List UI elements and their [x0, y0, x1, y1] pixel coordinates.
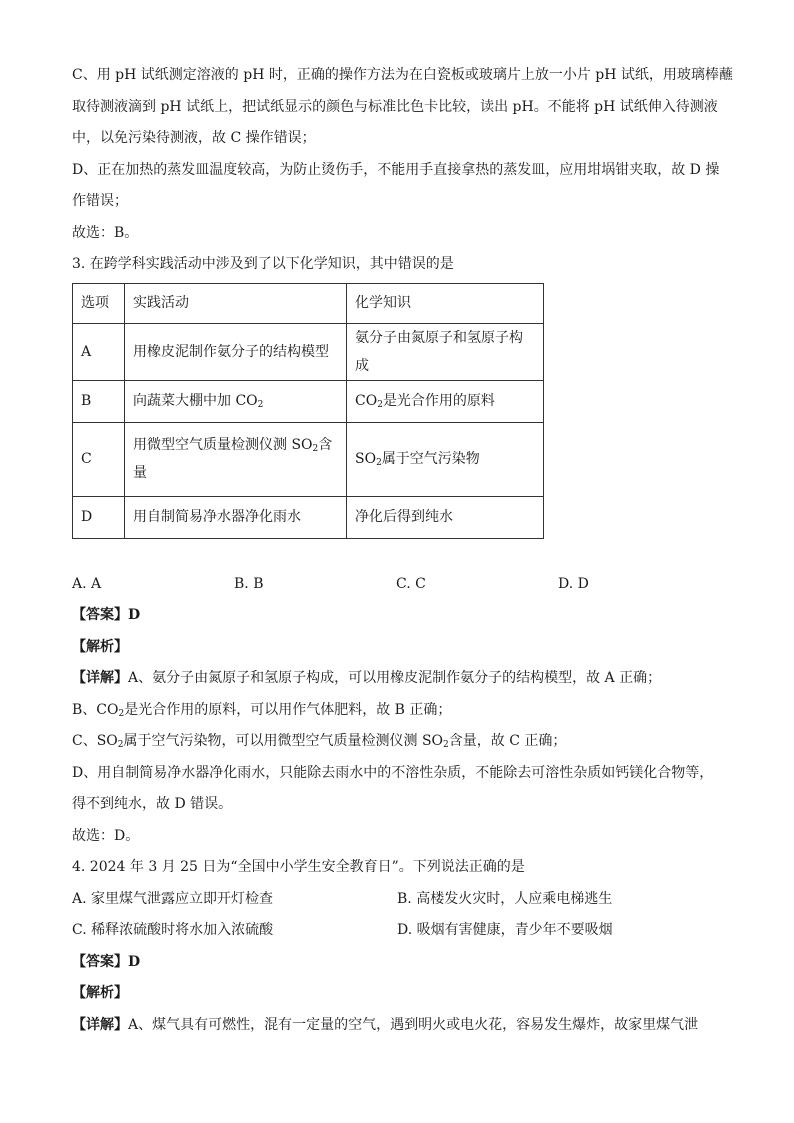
q3-options: [72, 569, 722, 601]
q3-row-a-option: A: [73, 323, 125, 380]
q4-option-d: D. 吸烟有害健康，青少年不要吸烟: [397, 922, 613, 938]
q3-stem: 3. 在跨学科实践活动中涉及到了以下化学知识，其中错误的是: [72, 256, 454, 272]
q3-header-option: 选项: [73, 283, 125, 323]
q3-detail-d1: D、用自制简易净水器净化雨水，只能除去雨水中的不溶性杂质，不能除去可溶性杂质如钙镁化合物等，: [72, 764, 714, 781]
q3-detail-c: C、$SO_2$属于空气污染物，可以用微型空气质量检测仪测 $SO_2$含量，故 C 正确；: [72, 733, 567, 750]
q4-detail-a: 【详解】A、煤气具有可燃性，混有一定量的空气，遇到明火或电火花，容易发生爆炸，故家里煤气泄: [72, 1016, 699, 1033]
q3-table-header-row: [73, 283, 544, 323]
q4-analysis-tag: 【解析】: [72, 985, 128, 1001]
q3-choice: 故选：D。: [72, 827, 140, 844]
q3-row-a-knowledge: 氨分子由氮原子和氢原子构成: [347, 323, 544, 380]
q4-option-c: C. 稀释浓硫酸时将水加入浓硫酸: [72, 922, 274, 938]
q3-row-c-knowledge: $SO_2$属于空气污染物: [347, 422, 544, 496]
q4-stem: 4. 2024 年 3 月 25 日为“全国中小学生安全教育日”。下列说法正确的是: [72, 859, 525, 875]
q3-detail-a: 【详解】A、氨分子由氮原子和氢原子构成，可以用橡皮泥制作氨分子的结构模型，故 A 正确；: [72, 670, 662, 686]
q3-option-c: C. C: [396, 575, 426, 592]
q3-detail-b: B、$CO_2$是光合作用的原料，可以用作气体肥料，故 B 正确；: [72, 701, 452, 719]
q3-row-b-activity: 向蔬菜大棚中加 $CO_2$: [125, 380, 347, 422]
q3-header-knowledge: 化学知识: [347, 283, 544, 323]
q3-row-d-knowledge: 净化后得到纯水: [347, 496, 544, 538]
q3-answer: 【答案】D: [72, 607, 141, 623]
q3-analysis-tag: 【解析】: [72, 638, 128, 655]
prev-answer-choice: 故选：B。: [72, 224, 139, 241]
q3-row-b-knowledge: $CO_2$是光合作用的原料: [347, 380, 544, 422]
q3-row-d-activity: 用自制简易净水器净化雨水: [125, 496, 347, 538]
prev-answer-c-line3: 中，以免污染待测液，故 C 操作错误；: [72, 130, 316, 146]
q4-option-a: A. 家里煤气泄露应立即开灯检查: [72, 890, 274, 907]
prev-answer-d-line2: 作错误；: [72, 193, 128, 209]
q3-row-c-activity: 用微型空气质量检测仪测 $SO_2$含 量: [125, 422, 347, 496]
q3-table-row-c: [73, 422, 544, 496]
q4-option-b: B. 高楼发火灾时，人应乘电梯逃生: [397, 890, 613, 907]
prev-answer-d-line1: D、正在加热的蒸发皿温度较高，为防止烫伤手，不能用手直接拿热的蒸发皿，应用坩埚钳夹取，故 D 操: [72, 161, 720, 178]
q3-table-row-b: [73, 380, 544, 422]
prev-answer-c-line2: 取待测液滴到 pH 试纸上，把试纸显示的颜色与标准比色卡比较，读出 pH。不能将 pH 试纸伸入待测液: [72, 98, 718, 115]
q3-header-activity: 实践活动: [125, 283, 347, 323]
q3-row-c-option: C: [73, 422, 125, 496]
q3-option-a: A. A: [72, 575, 102, 592]
document-page: [72, 60, 733, 1041]
q4-answer: 【答案】D: [72, 953, 141, 970]
q3-option-b: B. B: [234, 575, 264, 592]
q3-row-d-option: D: [73, 496, 125, 538]
q3-table-row-d: [73, 496, 544, 538]
q3-row-a-activity: 用橡皮泥制作氨分子的结构模型: [125, 323, 347, 380]
q4-options-row2: [72, 915, 722, 947]
q3-option-d: D. D: [558, 575, 589, 592]
q3-detail-d2: 得不到纯水，故 D 错误。: [72, 796, 233, 812]
q3-row-b-option: B: [73, 380, 125, 422]
q3-table: [72, 283, 544, 539]
q4-options-row1: [72, 884, 722, 916]
q3-table-row-a: [73, 323, 544, 380]
prev-answer-c-line1: C、用 pH 试纸测定溶液的 pH 时，正确的操作方法为在白瓷板或玻璃片上放一小片 pH 试纸，用玻璃棒蘸: [72, 67, 733, 83]
